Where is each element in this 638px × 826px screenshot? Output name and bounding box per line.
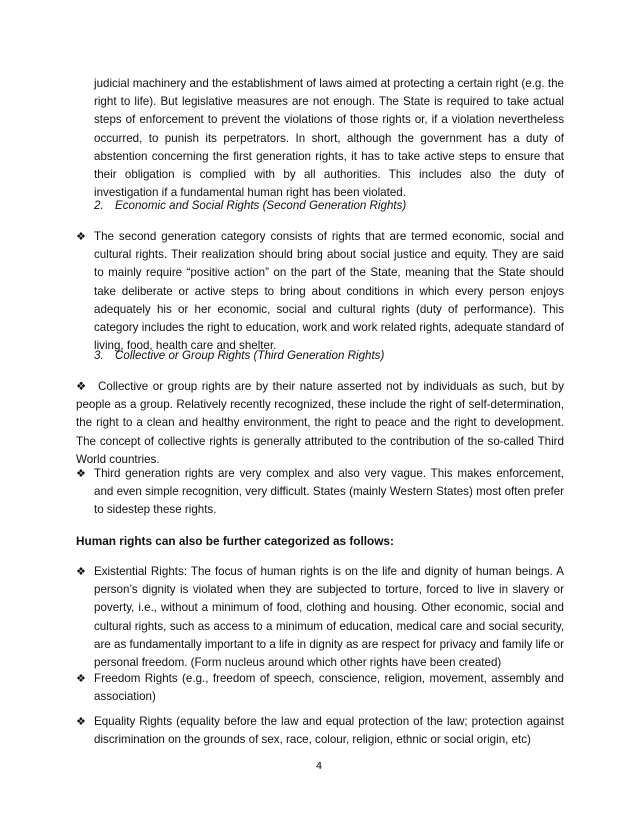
diamond-bullet-icon: ❖	[76, 716, 86, 728]
heading-number: 3.	[94, 349, 104, 362]
bullet-text: Freedom Rights (e.g., freedom of speech, conscience, religion, movement, assembly and association)	[94, 672, 564, 704]
page-number: 4	[315, 761, 323, 772]
heading-text: Economic and Social Rights (Second Generation Rights)	[115, 199, 407, 212]
bullet-existential-rights	[76, 563, 564, 672]
diamond-bullet-icon: ❖	[76, 468, 86, 480]
section-title: Human rights can also be further categorized as follows:	[76, 534, 394, 548]
bullet-collective-rights	[76, 378, 564, 469]
bullet-text: Third generation rights are very complex and also very vague. This makes enforcement, and even simple recognition, very difficult. States (mainly Western States) most often prefer to sidestep these rights.	[94, 467, 564, 517]
heading-third-generation	[94, 347, 384, 365]
diamond-bullet-icon: ❖	[76, 380, 87, 393]
diamond-bullet-icon: ❖	[76, 566, 86, 578]
bullet-text: Collective or group rights are by their nature asserted not by individuals as such, but by people as a group. Relatively recently recognized, these include the right of self-determination, the right to a clean and healthy environment, the right to peace and the right to development. The concept of collective rights is generally attributed to the contribution of the so-called Third World countries.	[76, 380, 564, 466]
diamond-bullet-icon: ❖	[76, 673, 86, 685]
bullet-freedom-rights	[76, 670, 564, 706]
bullet-second-generation	[76, 228, 564, 355]
bullet-text: Equality Rights (equality before the law and equal protection of the law; protection against discrimination on the grounds of sex, race, colour, religion, ethnic or social origin, etc)	[94, 715, 564, 747]
diamond-bullet-icon: ❖	[76, 231, 86, 243]
bullet-text: Existential Rights: The focus of human rights is on the life and dignity of human beings. A person’s dignity is violated when they are subjected to torture, forced to live in slavery or poverty, i.e., without a minimum of food, clothing and housing. Other economic, social and cultural rights, such as access to a minimum of education, medical care and social security, are as fundamentally important to a life in dignity as are respect for privacy and family life or personal freedom. (Form nucleus around which other rights have been created)	[94, 565, 564, 670]
heading-number: 2.	[94, 199, 104, 212]
heading-second-generation	[94, 197, 406, 215]
bullet-equality-rights	[76, 713, 564, 749]
heading-text: Collective or Group Rights (Third Generation Rights)	[115, 349, 385, 362]
bullet-text: The second generation category consists of rights that are termed economic, social and cultural rights. Their realization should bring about social justice and equity. They are said to mainly require “positive action” on the part of the State, meaning that the State should take deliberate or active steps to bring about conditions in which every person enjoys adequately his or her economic, social and cultural rights (duty of performance). This category includes the right to education, work and work related rights, adequate standard of living, food, health care and shelter.	[94, 230, 564, 353]
bullet-third-generation	[76, 465, 564, 520]
intro-paragraph: judicial machinery and the establishment of laws aimed at protecting a certain right (e.g. the right to life). But legislative measures are not enough. The State is required to take actual steps of enforcement to prevent the violations of those rights or, if a violation nevertheless occurred, to punish its perpetrators. In short, although the government has a duty of abstention concerning the first generation rights, it has to take active steps to ensure that their obligation is complied with by all authorities. This includes also the duty of investigation if a fundamental human right has been violated.	[94, 77, 564, 200]
